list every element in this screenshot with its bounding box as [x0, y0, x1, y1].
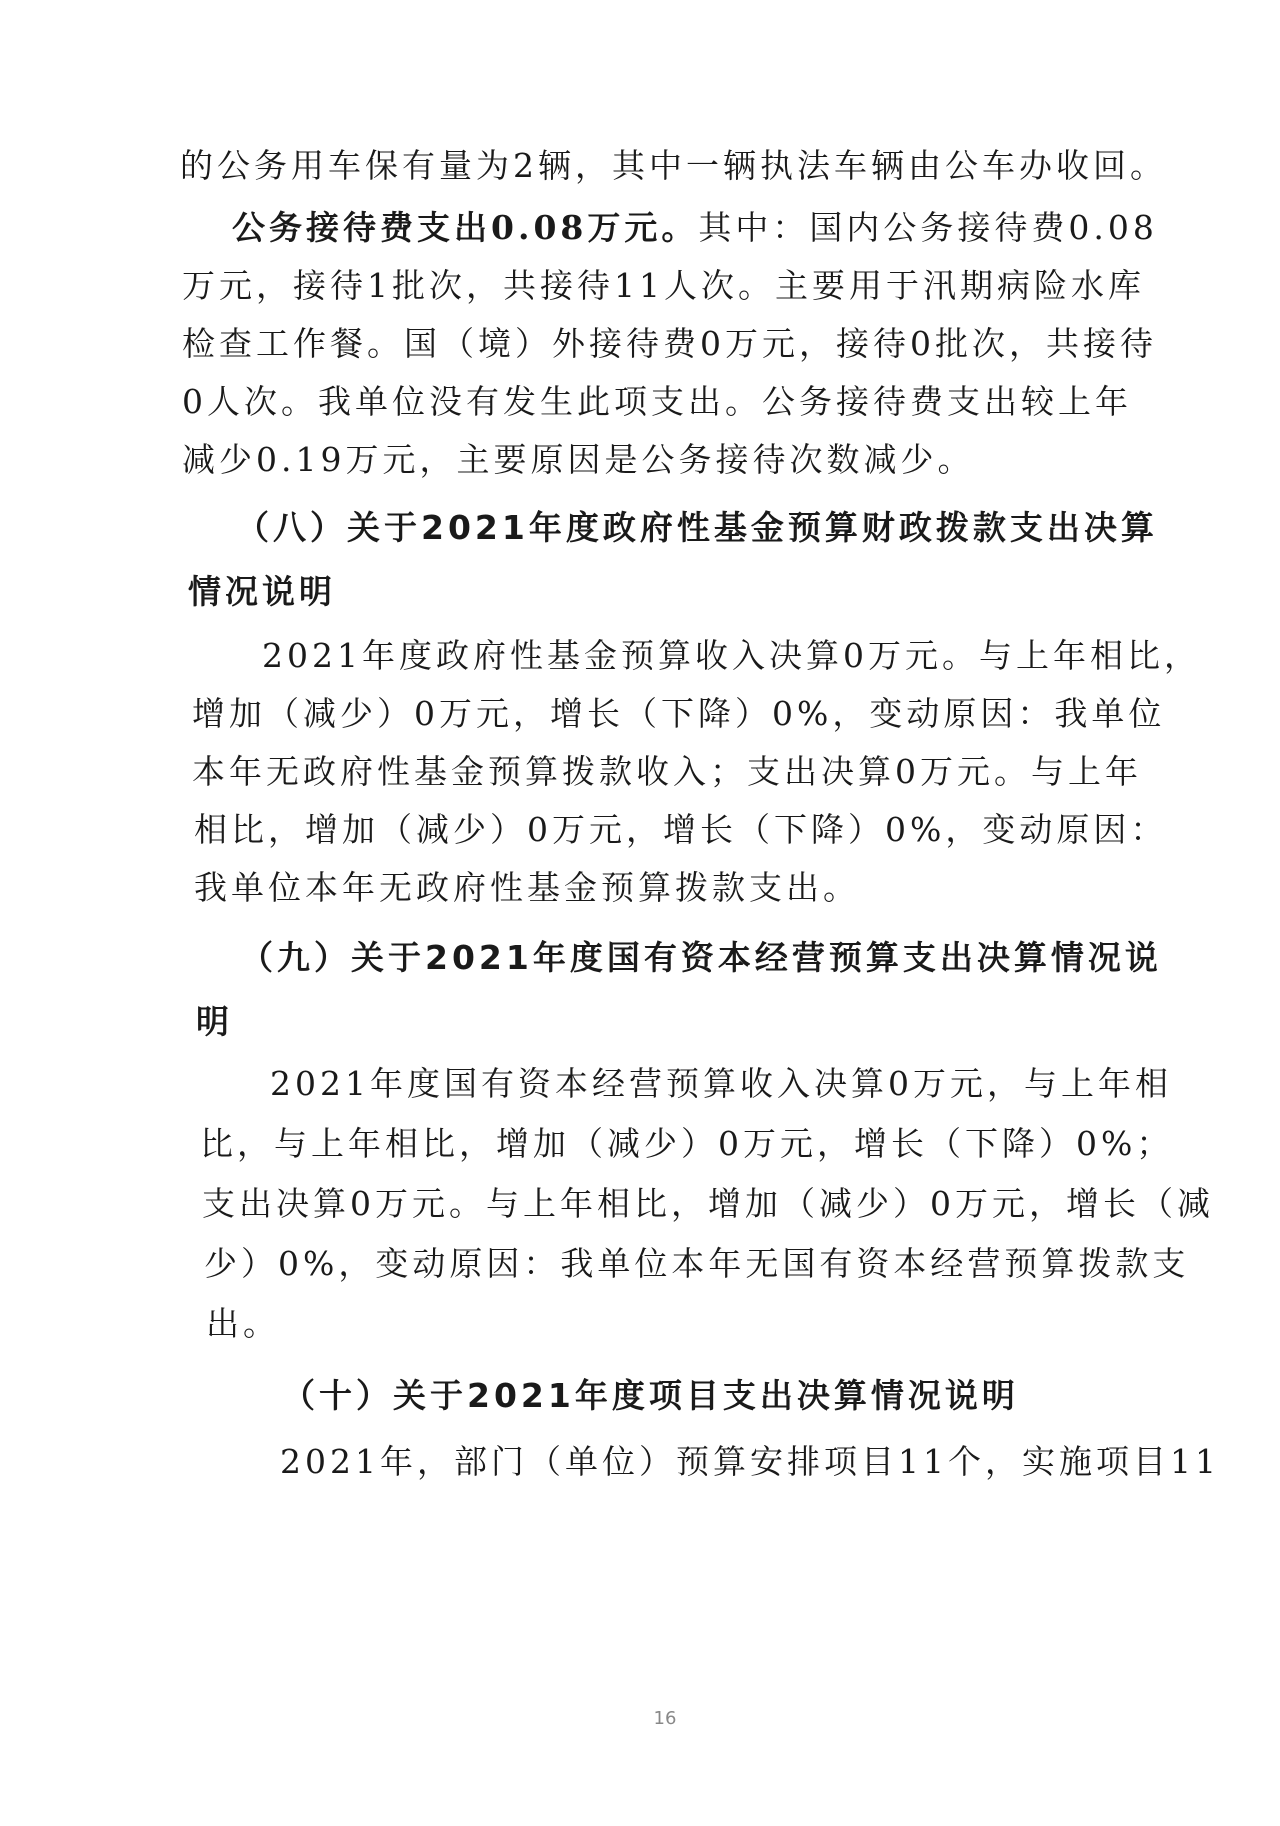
body-line: 少）0%，变动原因：我单位本年无国有资本经营预算拨款支	[204, 1244, 1190, 1283]
section-heading-8: （八）关于2021年度政府性基金预算财政拨款支出决算	[236, 508, 1158, 547]
body-line: 支出决算0万元。与上年相比，增加（减少）0万元，增长（减	[202, 1184, 1214, 1223]
page-number: 16	[653, 1708, 677, 1729]
body-line: 增加（减少）0万元，增长（下降）0%，变动原因：我单位	[192, 694, 1166, 733]
section-heading-9-cont: 明	[196, 1002, 233, 1041]
body-line: 检查工作餐。国（境）外接待费0万元，接待0批次，共接待	[182, 324, 1157, 363]
section-heading-9: （九）关于2021年度国有资本经营预算支出决算情况说	[240, 938, 1162, 977]
body-line: 我单位本年无政府性基金预算拨款支出。	[194, 868, 860, 907]
body-line: 本年无政府性基金预算拨款收入；支出决算0万元。与上年	[192, 752, 1142, 791]
reception-expense-lead: 公务接待费支出0.08万元。	[232, 208, 699, 247]
body-line: 比，与上年相比，增加（减少）0万元，增长（下降）0%；	[200, 1124, 1174, 1163]
body-line: 相比，增加（减少）0万元，增长（下降）0%，变动原因：	[194, 810, 1168, 849]
paragraph-reception-expense	[232, 208, 1158, 248]
reception-expense-text: 其中：国内公务接待费0.08	[698, 208, 1158, 247]
body-line: 出。	[206, 1304, 280, 1343]
body-line: 2021年度国有资本经营预算收入决算0万元，与上年相	[270, 1064, 1172, 1103]
body-line: 2021年度政府性基金预算收入决算0万元。与上年相比，	[262, 636, 1201, 675]
section-heading-10: （十）关于2021年度项目支出决算情况说明	[282, 1376, 1019, 1415]
body-line: 万元，接待1批次，共接待11人次。主要用于汛期病险水库	[182, 266, 1145, 305]
body-line: 的公务用车保有量为2辆，其中一辆执法车辆由公车办收回。	[180, 146, 1167, 185]
body-line: 减少0.19万元，主要原因是公务接待次数减少。	[182, 440, 975, 479]
body-line: 2021年，部门（单位）预算安排项目11个，实施项目11	[280, 1442, 1220, 1481]
section-heading-8-cont: 情况说明	[188, 572, 336, 611]
body-line: 0人次。我单位没有发生此项支出。公务接待费支出较上年	[182, 382, 1132, 421]
